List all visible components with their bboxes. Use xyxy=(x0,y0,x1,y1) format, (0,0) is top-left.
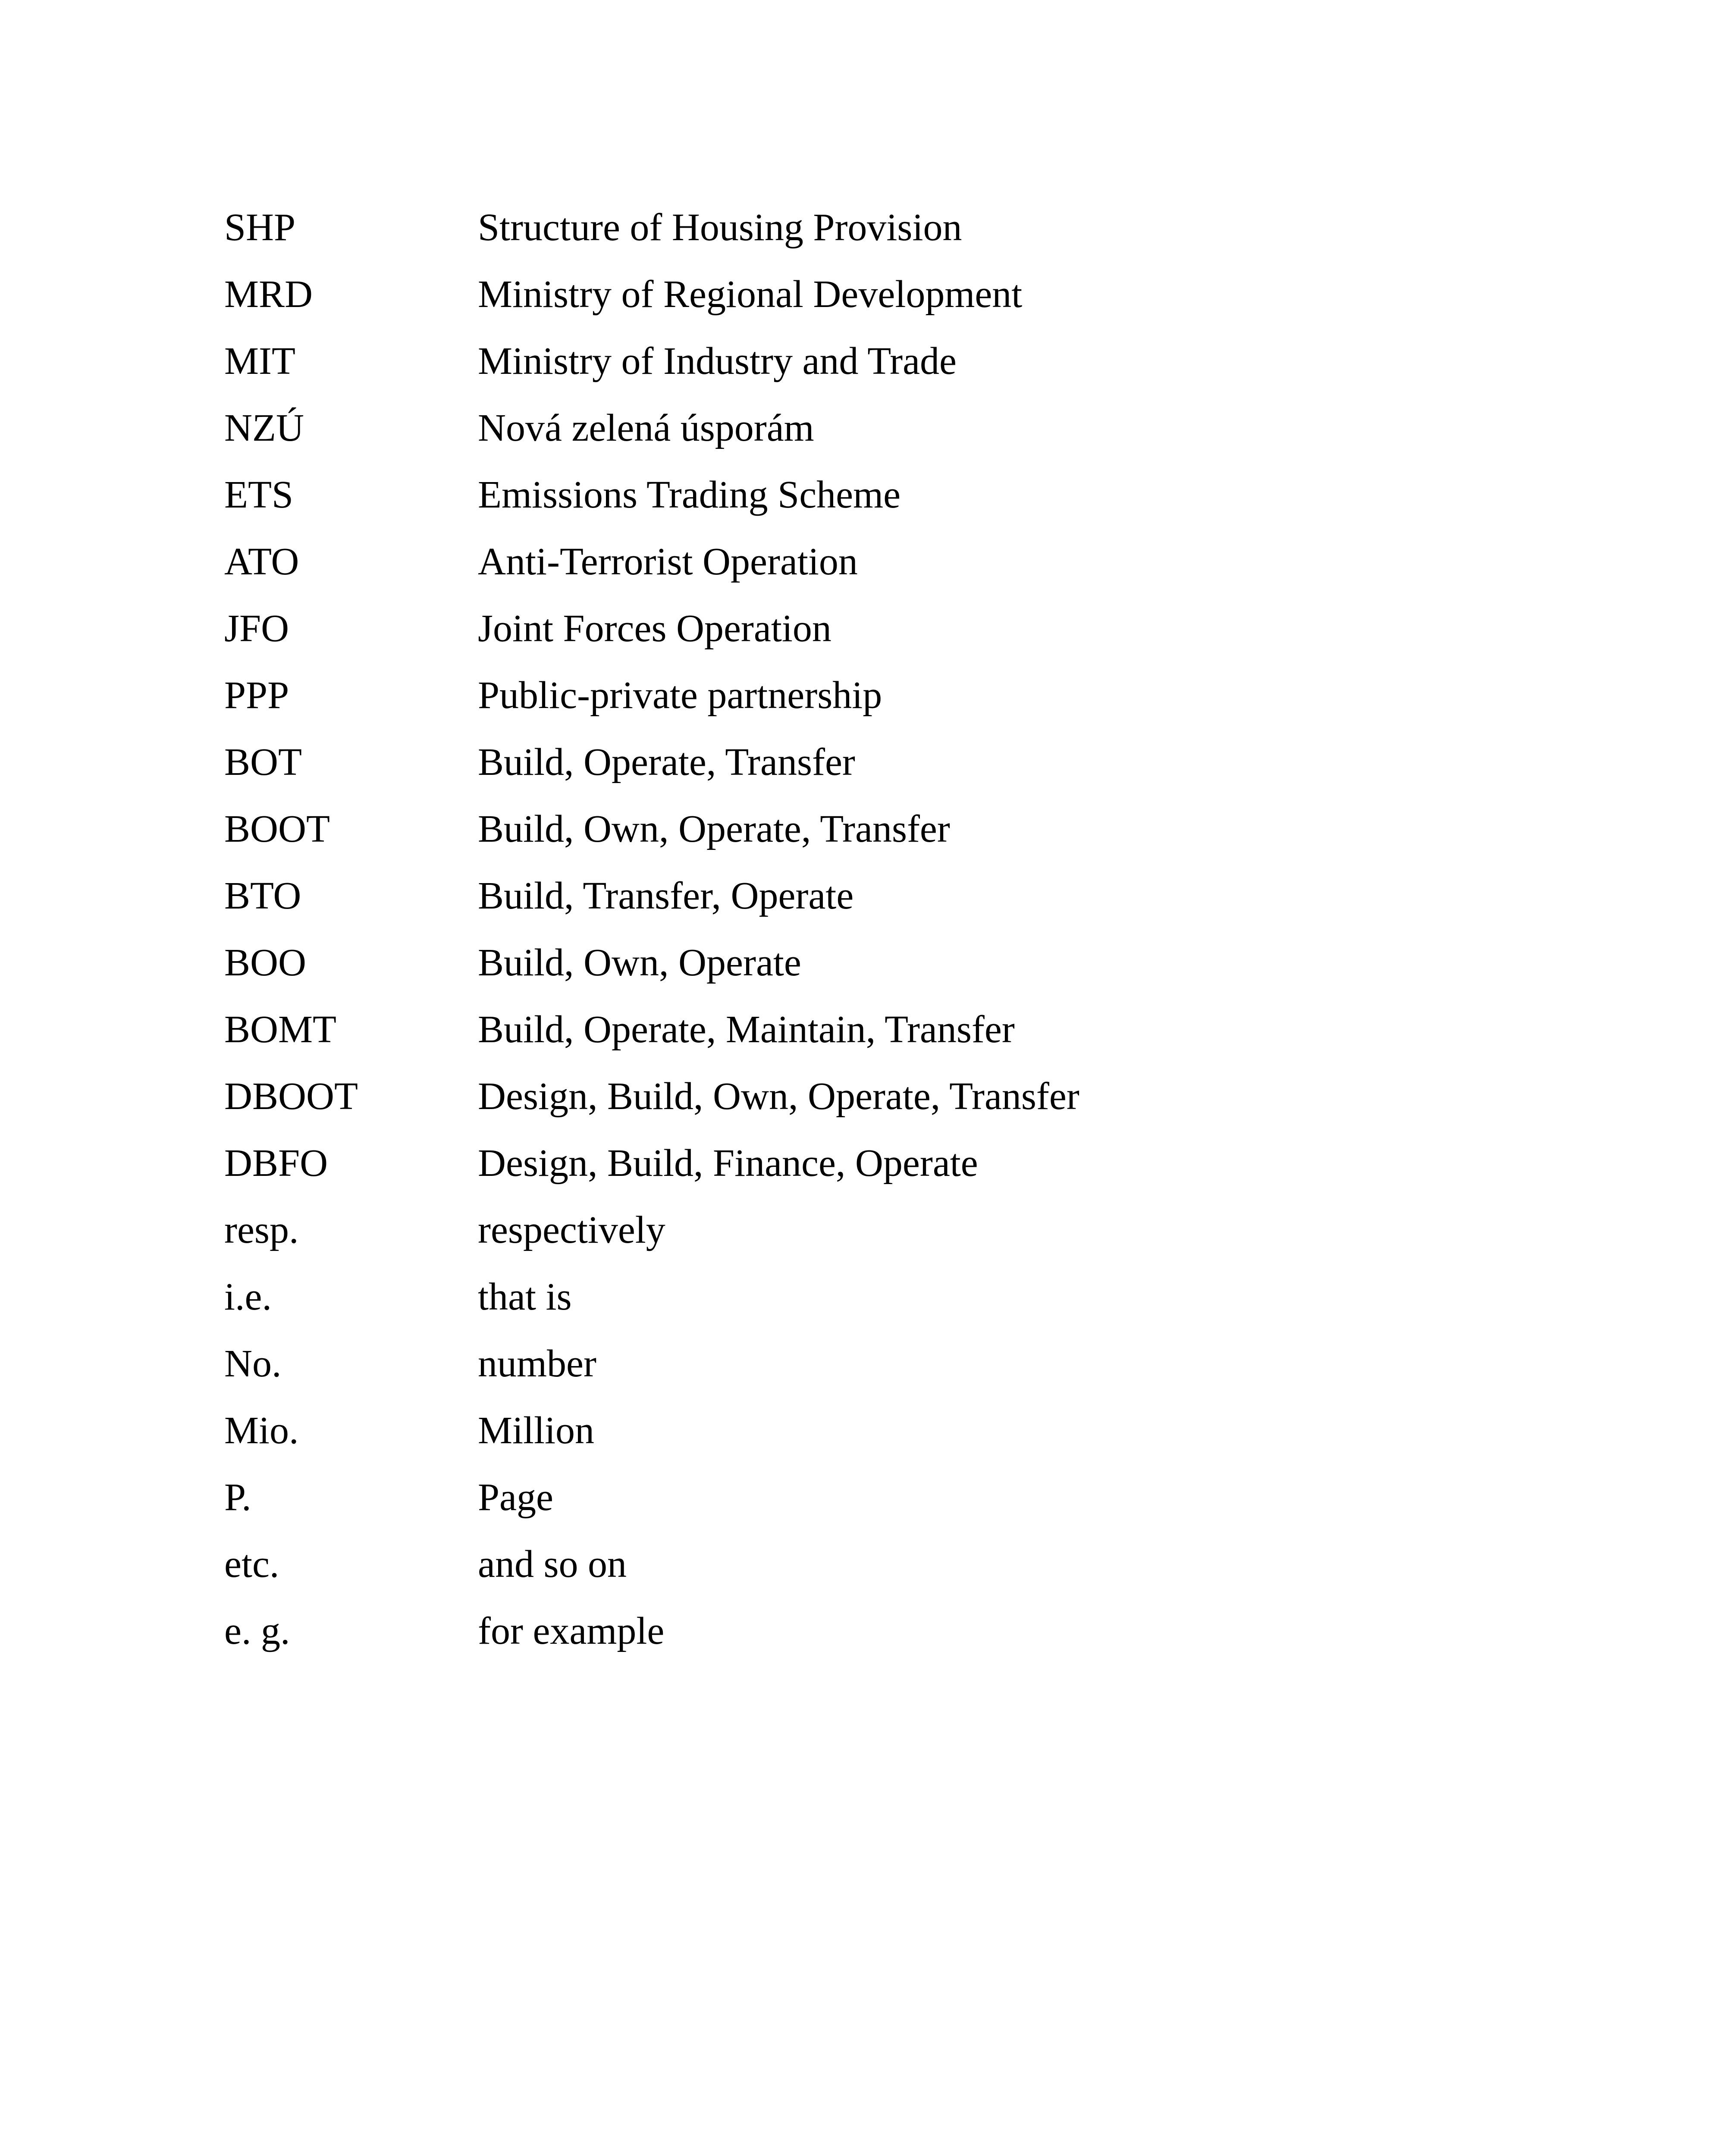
abbreviation-term: SHP xyxy=(224,206,296,249)
abbreviation-meaning: Build, Operate, Maintain, Transfer xyxy=(478,1008,1015,1051)
abbreviation-meaning: number xyxy=(478,1342,596,1385)
abbreviation-term: ETS xyxy=(224,473,294,516)
abbreviation-row xyxy=(224,328,1518,395)
abbreviation-row xyxy=(224,1464,1518,1531)
abbreviation-row xyxy=(224,528,1518,595)
abbreviation-term: BOT xyxy=(224,741,302,783)
abbreviation-meaning: Build, Own, Operate xyxy=(478,941,801,984)
abbreviation-row xyxy=(224,595,1518,662)
abbreviation-meaning: and so on xyxy=(478,1543,627,1586)
abbreviation-meaning: Anti-Terrorist Operation xyxy=(478,540,858,583)
abbreviation-term: ATO xyxy=(224,540,299,583)
abbreviation-term: P. xyxy=(224,1476,251,1519)
abbreviation-row xyxy=(224,1397,1518,1464)
abbreviation-row xyxy=(224,1130,1518,1197)
abbreviation-row xyxy=(224,1197,1518,1263)
abbreviation-meaning: Build, Transfer, Operate xyxy=(478,874,854,917)
abbreviation-meaning: Public-private partnership xyxy=(478,674,882,717)
abbreviation-meaning: that is xyxy=(478,1275,572,1318)
abbreviation-term: i.e. xyxy=(224,1275,272,1318)
abbreviation-term: DBFO xyxy=(224,1142,328,1185)
abbreviation-meaning: for example xyxy=(478,1610,665,1652)
abbreviation-row xyxy=(224,729,1518,796)
abbreviation-row xyxy=(224,996,1518,1063)
abbreviation-row xyxy=(224,929,1518,996)
abbreviation-row xyxy=(224,1063,1518,1130)
abbreviation-row xyxy=(224,461,1518,528)
abbreviation-meaning: Structure of Housing Provision xyxy=(478,206,962,249)
abbreviation-term: BOO xyxy=(224,941,307,984)
abbreviation-meaning: Nová zelená úsporám xyxy=(478,407,814,449)
abbreviation-term: MRD xyxy=(224,273,313,316)
abbreviation-term: NZÚ xyxy=(224,407,304,449)
abbreviation-row xyxy=(224,662,1518,729)
abbreviation-meaning: respectively xyxy=(478,1209,665,1251)
abbreviation-term: resp. xyxy=(224,1209,299,1251)
abbreviation-list xyxy=(224,194,1518,1664)
abbreviation-row xyxy=(224,862,1518,929)
abbreviation-row xyxy=(224,194,1518,261)
abbreviation-meaning: Ministry of Regional Development xyxy=(478,273,1023,316)
abbreviation-term: etc. xyxy=(224,1543,279,1586)
abbreviation-meaning: Build, Operate, Transfer xyxy=(478,741,855,783)
abbreviation-row xyxy=(224,1531,1518,1598)
abbreviation-term: BOMT xyxy=(224,1008,337,1051)
abbreviation-term: DBOOT xyxy=(224,1075,358,1118)
abbreviation-meaning: Million xyxy=(478,1409,595,1452)
abbreviation-term: e. g. xyxy=(224,1610,290,1652)
abbreviation-row xyxy=(224,1330,1518,1397)
abbreviation-meaning: Ministry of Industry and Trade xyxy=(478,340,957,382)
abbreviation-row xyxy=(224,261,1518,328)
abbreviation-term: MIT xyxy=(224,340,295,382)
abbreviation-meaning: Emissions Trading Scheme xyxy=(478,473,901,516)
abbreviation-row xyxy=(224,1263,1518,1330)
abbreviation-term: BOOT xyxy=(224,808,330,850)
abbreviation-row xyxy=(224,395,1518,461)
abbreviation-meaning: Build, Own, Operate, Transfer xyxy=(478,808,950,850)
abbreviation-meaning: Joint Forces Operation xyxy=(478,607,831,650)
abbreviation-row xyxy=(224,796,1518,862)
abbreviation-row xyxy=(224,1598,1518,1664)
abbreviation-meaning: Design, Build, Own, Operate, Transfer xyxy=(478,1075,1079,1118)
abbreviation-term: JFO xyxy=(224,607,289,650)
abbreviation-meaning: Design, Build, Finance, Operate xyxy=(478,1142,978,1185)
abbreviation-meaning: Page xyxy=(478,1476,553,1519)
abbreviation-term: Mio. xyxy=(224,1409,299,1452)
abbreviation-term: PPP xyxy=(224,674,289,717)
abbreviation-term: No. xyxy=(224,1342,282,1385)
abbreviation-term: BTO xyxy=(224,874,301,917)
